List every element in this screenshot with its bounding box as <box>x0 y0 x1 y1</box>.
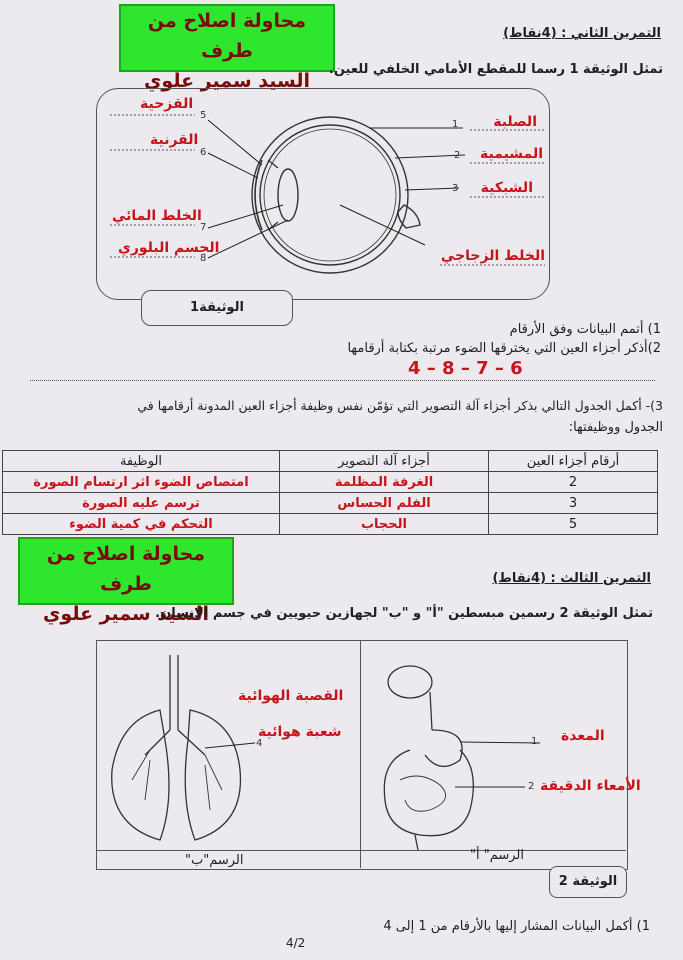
watermark-line2: السيد سمير علوي <box>43 603 209 625</box>
digest-number-2: 2 <box>528 781 535 792</box>
exercise2-q3-line2: الجدول ووظيفتها: <box>568 420 663 435</box>
caption-drawing-a: الرسم" أ" <box>470 848 524 863</box>
exercise2-q2: 2)أذكر أجزاء العين التي يخترقها الضوء مرتبة بكتابة أرقامها <box>347 341 661 356</box>
lungs-label-trachea: القصبة الهوائية <box>238 688 344 704</box>
table-cell: امتصاص الضوء اثر ارتسام الصورة <box>3 472 280 493</box>
table-header: أجزاء آلة التصوير <box>280 451 489 472</box>
eye-number-5: 5 <box>200 110 207 121</box>
exercise3-intro: تمثل الوثيقة 2 رسمين مبسطين "أ" و "ب" لجهازين حيويين في جسم الإنسان. <box>155 606 653 621</box>
table-cell: 3 <box>489 493 658 514</box>
eye-label-cornea: القرنية <box>150 132 199 148</box>
eye-number-8: 8 <box>200 253 207 264</box>
eye-label-aqueous: الخلط المائي <box>112 208 202 224</box>
watermark-line1: محاولة اصلاح من طرف <box>46 543 206 595</box>
eye-label-iris: القزحية <box>140 96 194 112</box>
lungs-label-bronchus: شعبة هوائية <box>258 724 342 740</box>
eye-diagram <box>0 0 683 320</box>
eye-label-choroid: المشيمية <box>480 146 543 162</box>
answer-dotted-line <box>30 380 655 381</box>
table-header: الوظيفة <box>3 451 280 472</box>
table-cell: 5 <box>489 514 658 535</box>
table-cell: الغرفة المظلمة <box>280 472 489 493</box>
table-header: أرقام أجزاء العين <box>489 451 658 472</box>
watermark-line2: السيد سمير علوي <box>144 70 310 92</box>
document1-label: الوثيقة1 <box>141 290 293 326</box>
organ-diagrams <box>0 640 683 880</box>
exercise2-q1: 1) أتمم البيانات وفق الأرقام <box>509 322 661 337</box>
exercise2-q3-line1: 3)- أكمل الجدول التالي بذكر أجزاء آلة التصوير التي تؤمّن نفس وظيفة أجزاء العين المدونة أرقامها في <box>137 398 663 413</box>
watermark-box-middle <box>18 537 234 625</box>
eye-number-7: 7 <box>200 222 207 233</box>
eye-label-sclera: الصلبة <box>493 114 537 130</box>
table-row <box>3 514 658 535</box>
eye-label-vitreous: الخلط الزجاجي <box>440 248 545 264</box>
table-cell: التحكم في كمية الضوء <box>3 514 280 535</box>
table-cell: الفلم الحساس <box>280 493 489 514</box>
eye-label-retina: الشبكية <box>480 180 533 196</box>
table-row <box>3 493 658 514</box>
eye-label-lens: الجسم البلوري <box>118 240 220 256</box>
exercise3-q1: 1) أكمل البيانات المشار إليها بالأرقام من 1 إلى 4 <box>383 919 650 934</box>
table-cell: الحجاب <box>280 514 489 535</box>
exercise3-title: التمرين الثالث : (4نقاط) <box>492 571 651 586</box>
table-cell: 2 <box>489 472 658 493</box>
eye-number-2: 2 <box>454 150 461 161</box>
digest-label-intestine: الأمعاء الدقيقة <box>540 778 641 794</box>
watermark-line1: محاولة اصلاح من طرف <box>147 10 307 62</box>
exercise2-title: التمرين الثاني : (4نقاط) <box>503 26 661 41</box>
digest-number-1: 1 <box>531 736 538 747</box>
digest-label-stomach: المعدة <box>561 728 605 744</box>
lungs-number-4: 4 <box>256 738 263 749</box>
camera-eye-table <box>2 450 658 535</box>
document2-label: الوثيقة 2 <box>549 866 627 898</box>
page-number: 4/2 <box>286 936 306 950</box>
eye-number-6: 6 <box>200 147 207 158</box>
caption-drawing-b: الرسم"ب" <box>185 853 244 868</box>
eye-number-3: 3 <box>452 183 459 194</box>
table-cell: ترسم عليه الصورة <box>3 493 280 514</box>
table-header-row <box>3 451 658 472</box>
eye-number-1: 1 <box>452 119 459 130</box>
exercise2-intro: تمثل الوثيقة 1 رسما للمقطع الأمامي الخلفي للعين. <box>328 62 663 77</box>
table-row <box>3 472 658 493</box>
exercise2-answer2: 4 – 8 – 7 – 6 <box>408 358 523 379</box>
